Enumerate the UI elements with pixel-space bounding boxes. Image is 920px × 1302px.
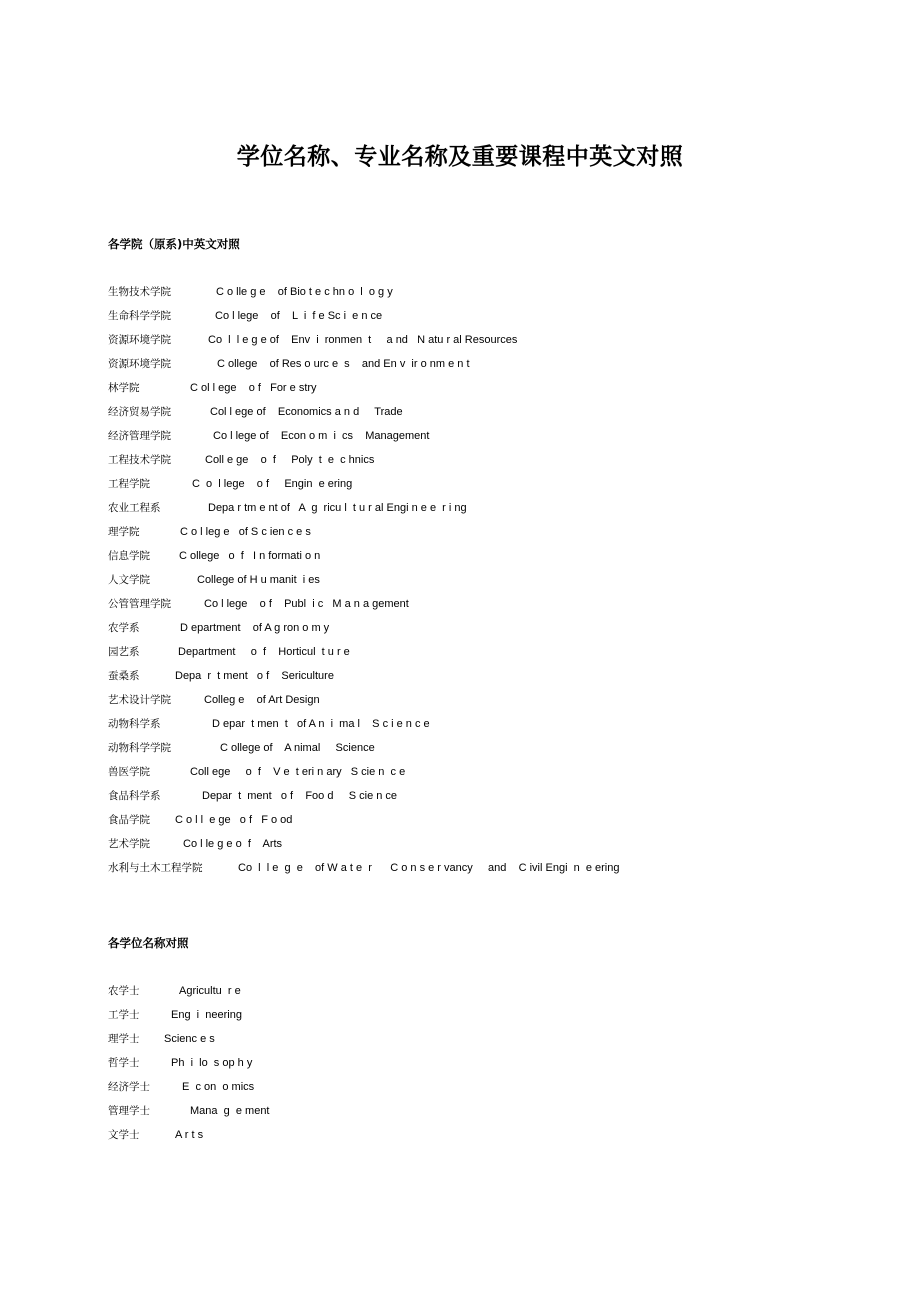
college-name-en: C ollege of Res o urc e s and En v ir o nm e n t — [217, 358, 470, 370]
college-name-zh: 艺术设计学院 — [108, 694, 171, 706]
degree-name-zh: 哲学士 — [108, 1057, 140, 1069]
college-name-zh: 动物科学系 — [108, 718, 161, 730]
college-name-en: C o l l e ge o f F o od — [175, 814, 293, 826]
college-name-zh: 农学系 — [108, 622, 140, 634]
college-name-zh: 生命科学学院 — [108, 310, 171, 322]
college-name-zh: 经济贸易学院 — [108, 406, 171, 418]
college-name-en: C ollege o f I n formati o n — [179, 550, 321, 562]
degree-name-zh: 农学士 — [108, 985, 140, 997]
college-name-zh: 农业工程系 — [108, 502, 161, 514]
college-name-zh: 园艺系 — [108, 646, 140, 658]
college-name-en: Coll ege o f V e t eri n ary S cie n c e — [190, 766, 406, 778]
college-name-en: Co l lege o f Publ i c M a n a gement — [204, 598, 409, 610]
college-name-en: College of H u manit i es — [197, 574, 320, 586]
page-title: 学位名称、专业名称及重要课程中英文对照 — [236, 143, 684, 170]
college-name-en: Depar t ment o f Foo d S cie n ce — [202, 790, 398, 802]
college-name-en: Depa r t ment o f Sericulture — [175, 670, 334, 682]
college-name-zh: 经济管理学院 — [108, 430, 171, 442]
college-name-zh: 人文学院 — [108, 574, 150, 586]
college-name-en: Co l lege of L i f e Sc i e n ce — [215, 310, 383, 322]
college-name-zh: 蚕桑系 — [108, 670, 140, 682]
college-name-en: C ol l ege o f For e stry — [190, 382, 317, 394]
college-name-zh: 食品学院 — [108, 814, 150, 826]
college-name-en: Coll e ge o f Poly t e c hnics — [205, 454, 375, 466]
degree-name-en: E c on o mics — [182, 1081, 255, 1093]
college-name-en: Co l l e g e of W a t e r C o n s e r vancy and C ivil Engi n e ering — [238, 862, 620, 874]
college-name-zh: 艺术学院 — [108, 838, 150, 850]
degree-name-en: Scienc e s — [164, 1033, 215, 1045]
college-name-en: D epar t men t of A n i ma l S c i e n c e — [212, 718, 430, 730]
college-name-en: C o l lege o f Engin e ering — [192, 478, 353, 490]
degree-name-zh: 管理学士 — [108, 1105, 150, 1117]
college-name-en: Co l l e g e of Env i ronmen t a nd N atu r al Resources — [208, 334, 518, 346]
college-name-en: Colleg e of Art Design — [204, 694, 320, 706]
college-name-zh: 工程学院 — [108, 478, 150, 490]
college-name-en: Co l le g e o f Arts — [183, 838, 283, 850]
degrees-section-heading: 各学位名称对照 — [108, 936, 189, 950]
college-name-zh: 生物技术学院 — [108, 286, 171, 298]
college-name-en: Department o f Horticul t u r e — [178, 646, 350, 658]
college-name-zh: 理学院 — [108, 526, 140, 538]
college-name-en: Co l lege of Econ o m i cs Management — [213, 430, 430, 442]
degree-name-zh: 经济学士 — [108, 1081, 150, 1093]
college-name-en: Col l ege of Economics a n d Trade — [210, 406, 403, 418]
college-name-zh: 信息学院 — [108, 550, 150, 562]
degree-name-en: Mana g e ment — [190, 1105, 270, 1117]
college-name-zh: 资源环境学院 — [108, 358, 171, 370]
college-name-en: C ollege of A nimal Science — [220, 742, 375, 754]
college-name-zh: 公管管理学院 — [108, 598, 171, 610]
colleges-section-heading: 各学院（原系)中英文对照 — [108, 237, 240, 251]
college-name-en: C o lle g e of Bio t e c hn o l o g y — [216, 286, 393, 298]
college-name-zh: 食品科学系 — [108, 790, 161, 802]
college-name-en: Depa r tm e nt of A g ricu l t u r al Engi n e e r i ng — [208, 502, 467, 514]
college-name-zh: 水利与土木工程学院 — [108, 862, 203, 874]
college-name-en: D epartment of A g ron o m y — [180, 622, 330, 634]
degree-name-en: Ph i lo s op h y — [171, 1057, 253, 1069]
college-name-zh: 工程技术学院 — [108, 454, 171, 466]
degree-name-zh: 工学士 — [108, 1009, 140, 1021]
degree-name-en: Eng i neering — [171, 1009, 242, 1021]
degree-name-zh: 文学士 — [108, 1129, 140, 1141]
degree-name-en: Agricultu r e — [179, 985, 241, 997]
college-name-zh: 动物科学学院 — [108, 742, 171, 754]
college-name-zh: 兽医学院 — [108, 766, 150, 778]
degree-name-en: A r t s — [175, 1129, 204, 1141]
college-name-zh: 资源环境学院 — [108, 334, 171, 346]
degree-name-zh: 理学士 — [108, 1033, 140, 1045]
college-name-en: C o l leg e of S c ien c e s — [180, 526, 311, 538]
college-name-zh: 林学院 — [108, 382, 140, 394]
